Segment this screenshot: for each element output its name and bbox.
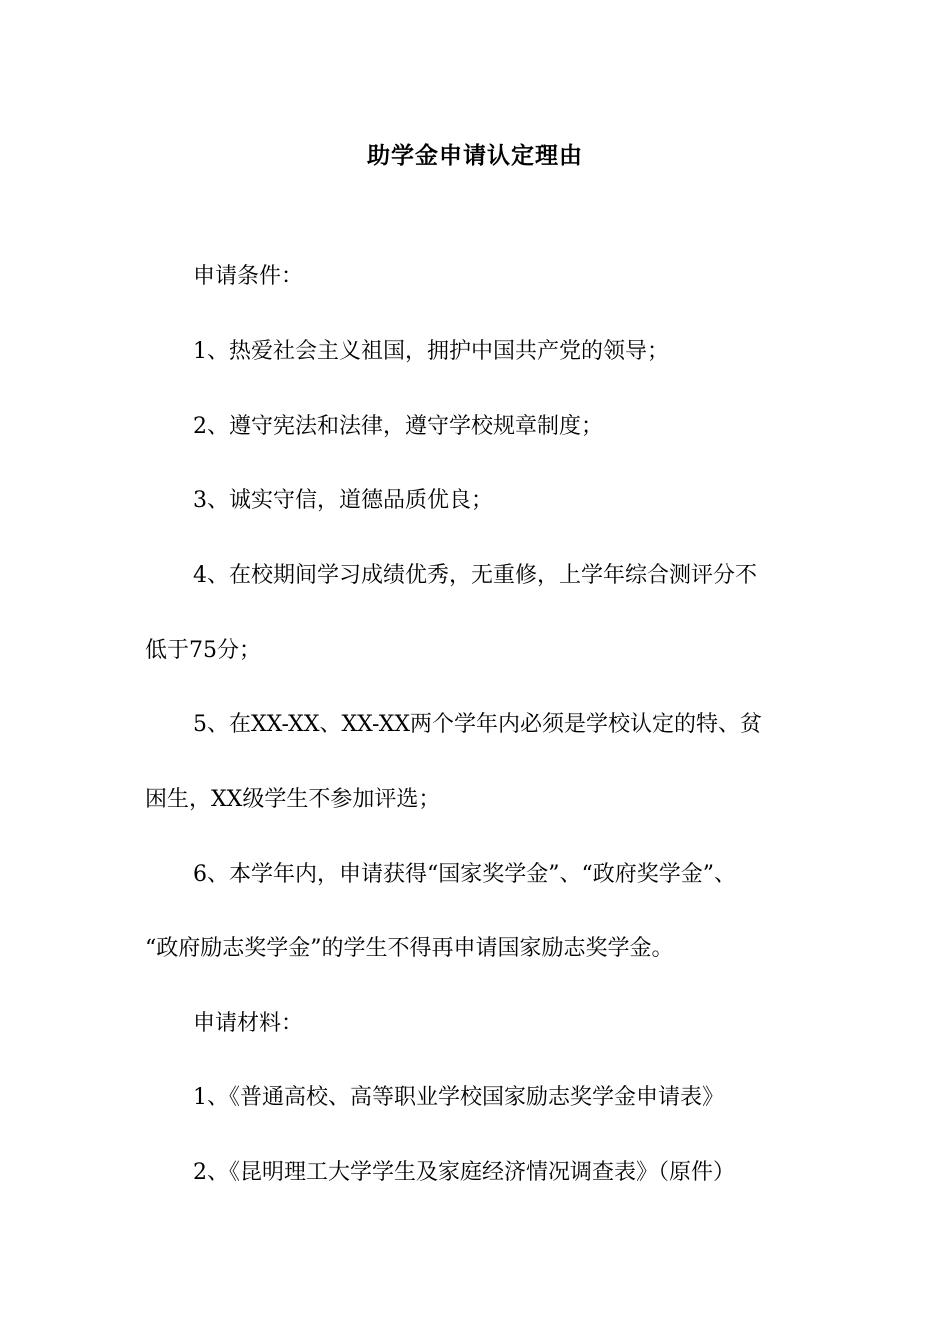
material-2: 2、《昆明理工大学学生及家庭经济情况调查表》（原件） bbox=[193, 1160, 735, 1185]
section-heading-materials: 申请材料： bbox=[193, 1011, 304, 1036]
condition-1: 1、热爱社会主义祖国，拥护中国共产党的领导； bbox=[193, 339, 669, 364]
condition-4-line-2: 低于75分； bbox=[145, 638, 261, 663]
document-title: 助学金申请认定理由 bbox=[367, 143, 583, 169]
condition-4-line-1: 4、在校期间学习成绩优秀，无重修，上学年综合测评分不 bbox=[193, 563, 757, 588]
condition-6-line-1: 6、本学年内，申请获得“国家奖学金”、“政府奖学金”、 bbox=[193, 862, 736, 887]
material-1: 1、《普通高校、高等职业学校国家励志奖学金申请表》 bbox=[193, 1085, 724, 1110]
condition-5-line-1: 5、在XX-XX、XX-XX两个学年内必须是学校认定的特、贫 bbox=[193, 712, 763, 737]
section-heading-conditions: 申请条件： bbox=[193, 264, 304, 289]
condition-2: 2、遵守宪法和法律，遵守学校规章制度； bbox=[193, 414, 603, 439]
condition-3: 3、诚实守信，道德品质优良； bbox=[193, 488, 493, 513]
condition-5-line-2: 困生，XX级学生不参加评选； bbox=[145, 787, 441, 812]
condition-6-line-2: “政府励志奖学金”的学生不得再申请国家励志奖学金。 bbox=[145, 936, 674, 961]
